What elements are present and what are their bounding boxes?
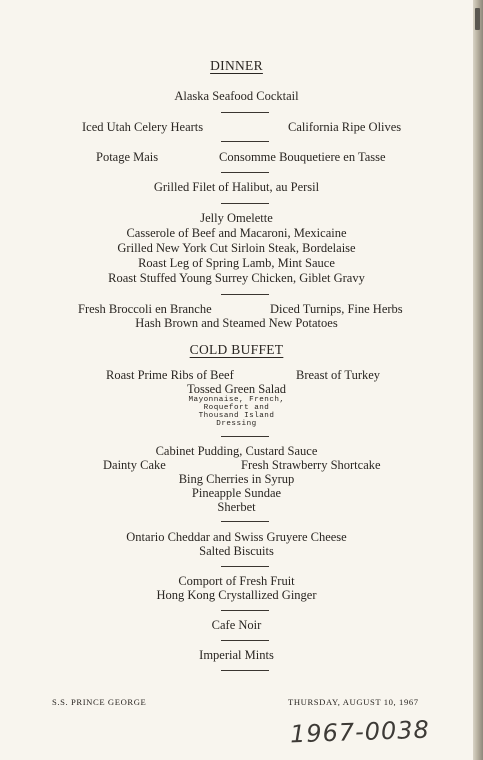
dinner-heading: DINNER <box>210 58 263 73</box>
dessert-right: Fresh Strawberry Shortcake <box>241 458 381 472</box>
divider <box>221 112 269 113</box>
appetizer: Alaska Seafood Cocktail <box>174 89 299 103</box>
dressing-line-3: Thousand Island <box>198 412 275 420</box>
ginger: Hong Kong Crystallized Ginger <box>156 588 317 602</box>
coffee: Cafe Noir <box>211 618 262 632</box>
dessert-5: Sherbet <box>217 500 256 514</box>
salad: Tossed Green Salad <box>186 382 287 396</box>
entree-3: Grilled New York Cut Sirloin Steak, Bordelaise <box>117 241 356 255</box>
archive-number: 1967-0038 <box>289 715 431 749</box>
dressing-line-1: Mayonnaise, French, <box>188 396 285 404</box>
biscuits: Salted Biscuits <box>199 544 274 558</box>
menu-date: THURSDAY, AUGUST 10, 1967 <box>288 697 419 707</box>
buffet-right: Breast of Turkey <box>296 368 381 382</box>
potatoes: Hash Brown and Steamed New Potatoes <box>135 316 338 330</box>
entree-5: Roast Stuffed Young Surrey Chicken, Giblet Gravy <box>108 271 365 285</box>
divider <box>221 640 269 641</box>
fish: Grilled Filet of Halibut, au Persil <box>153 180 320 194</box>
divider <box>221 670 269 671</box>
dessert-4: Pineapple Sundae <box>191 486 282 500</box>
soup-right: Consomme Bouquetiere en Tasse <box>219 150 386 164</box>
relish-left: Iced Utah Celery Hearts <box>82 120 204 134</box>
dessert-left: Dainty Cake <box>103 458 166 472</box>
dressing-line-4: Dressing <box>216 420 257 428</box>
page-edge <box>473 0 483 760</box>
dessert-1: Cabinet Pudding, Custard Sauce <box>155 444 318 458</box>
buffet-left: Roast Prime Ribs of Beef <box>106 368 234 382</box>
fruit: Comport of Fresh Fruit <box>178 574 295 588</box>
divider <box>221 294 269 295</box>
entree-2: Casserole of Beef and Macaroni, Mexicaine <box>126 226 347 240</box>
veg-left: Fresh Broccoli en Branche <box>78 302 212 316</box>
entree-1: Jelly Omelette <box>200 211 273 225</box>
ship-name: S.S. PRINCE GEORGE <box>52 697 147 707</box>
relish-right: California Ripe Olives <box>288 120 402 134</box>
dessert-3: Bing Cherries in Syrup <box>178 472 295 486</box>
veg-right: Diced Turnips, Fine Herbs <box>270 302 403 316</box>
divider <box>221 172 269 173</box>
divider <box>221 521 269 522</box>
cheese: Ontario Cheddar and Swiss Gruyere Cheese <box>126 530 347 544</box>
divider <box>221 610 269 611</box>
divider <box>221 436 269 437</box>
binding-mark <box>475 8 480 30</box>
dressing-line-2: Roquefort and <box>203 404 270 412</box>
soup-left: Potage Mais <box>96 150 159 164</box>
mints: Imperial Mints <box>199 648 274 662</box>
cold-buffet-heading: COLD BUFFET <box>189 342 284 357</box>
divider <box>221 203 269 204</box>
divider <box>221 141 269 142</box>
divider <box>221 566 269 567</box>
entree-4: Roast Leg of Spring Lamb, Mint Sauce <box>138 256 335 270</box>
